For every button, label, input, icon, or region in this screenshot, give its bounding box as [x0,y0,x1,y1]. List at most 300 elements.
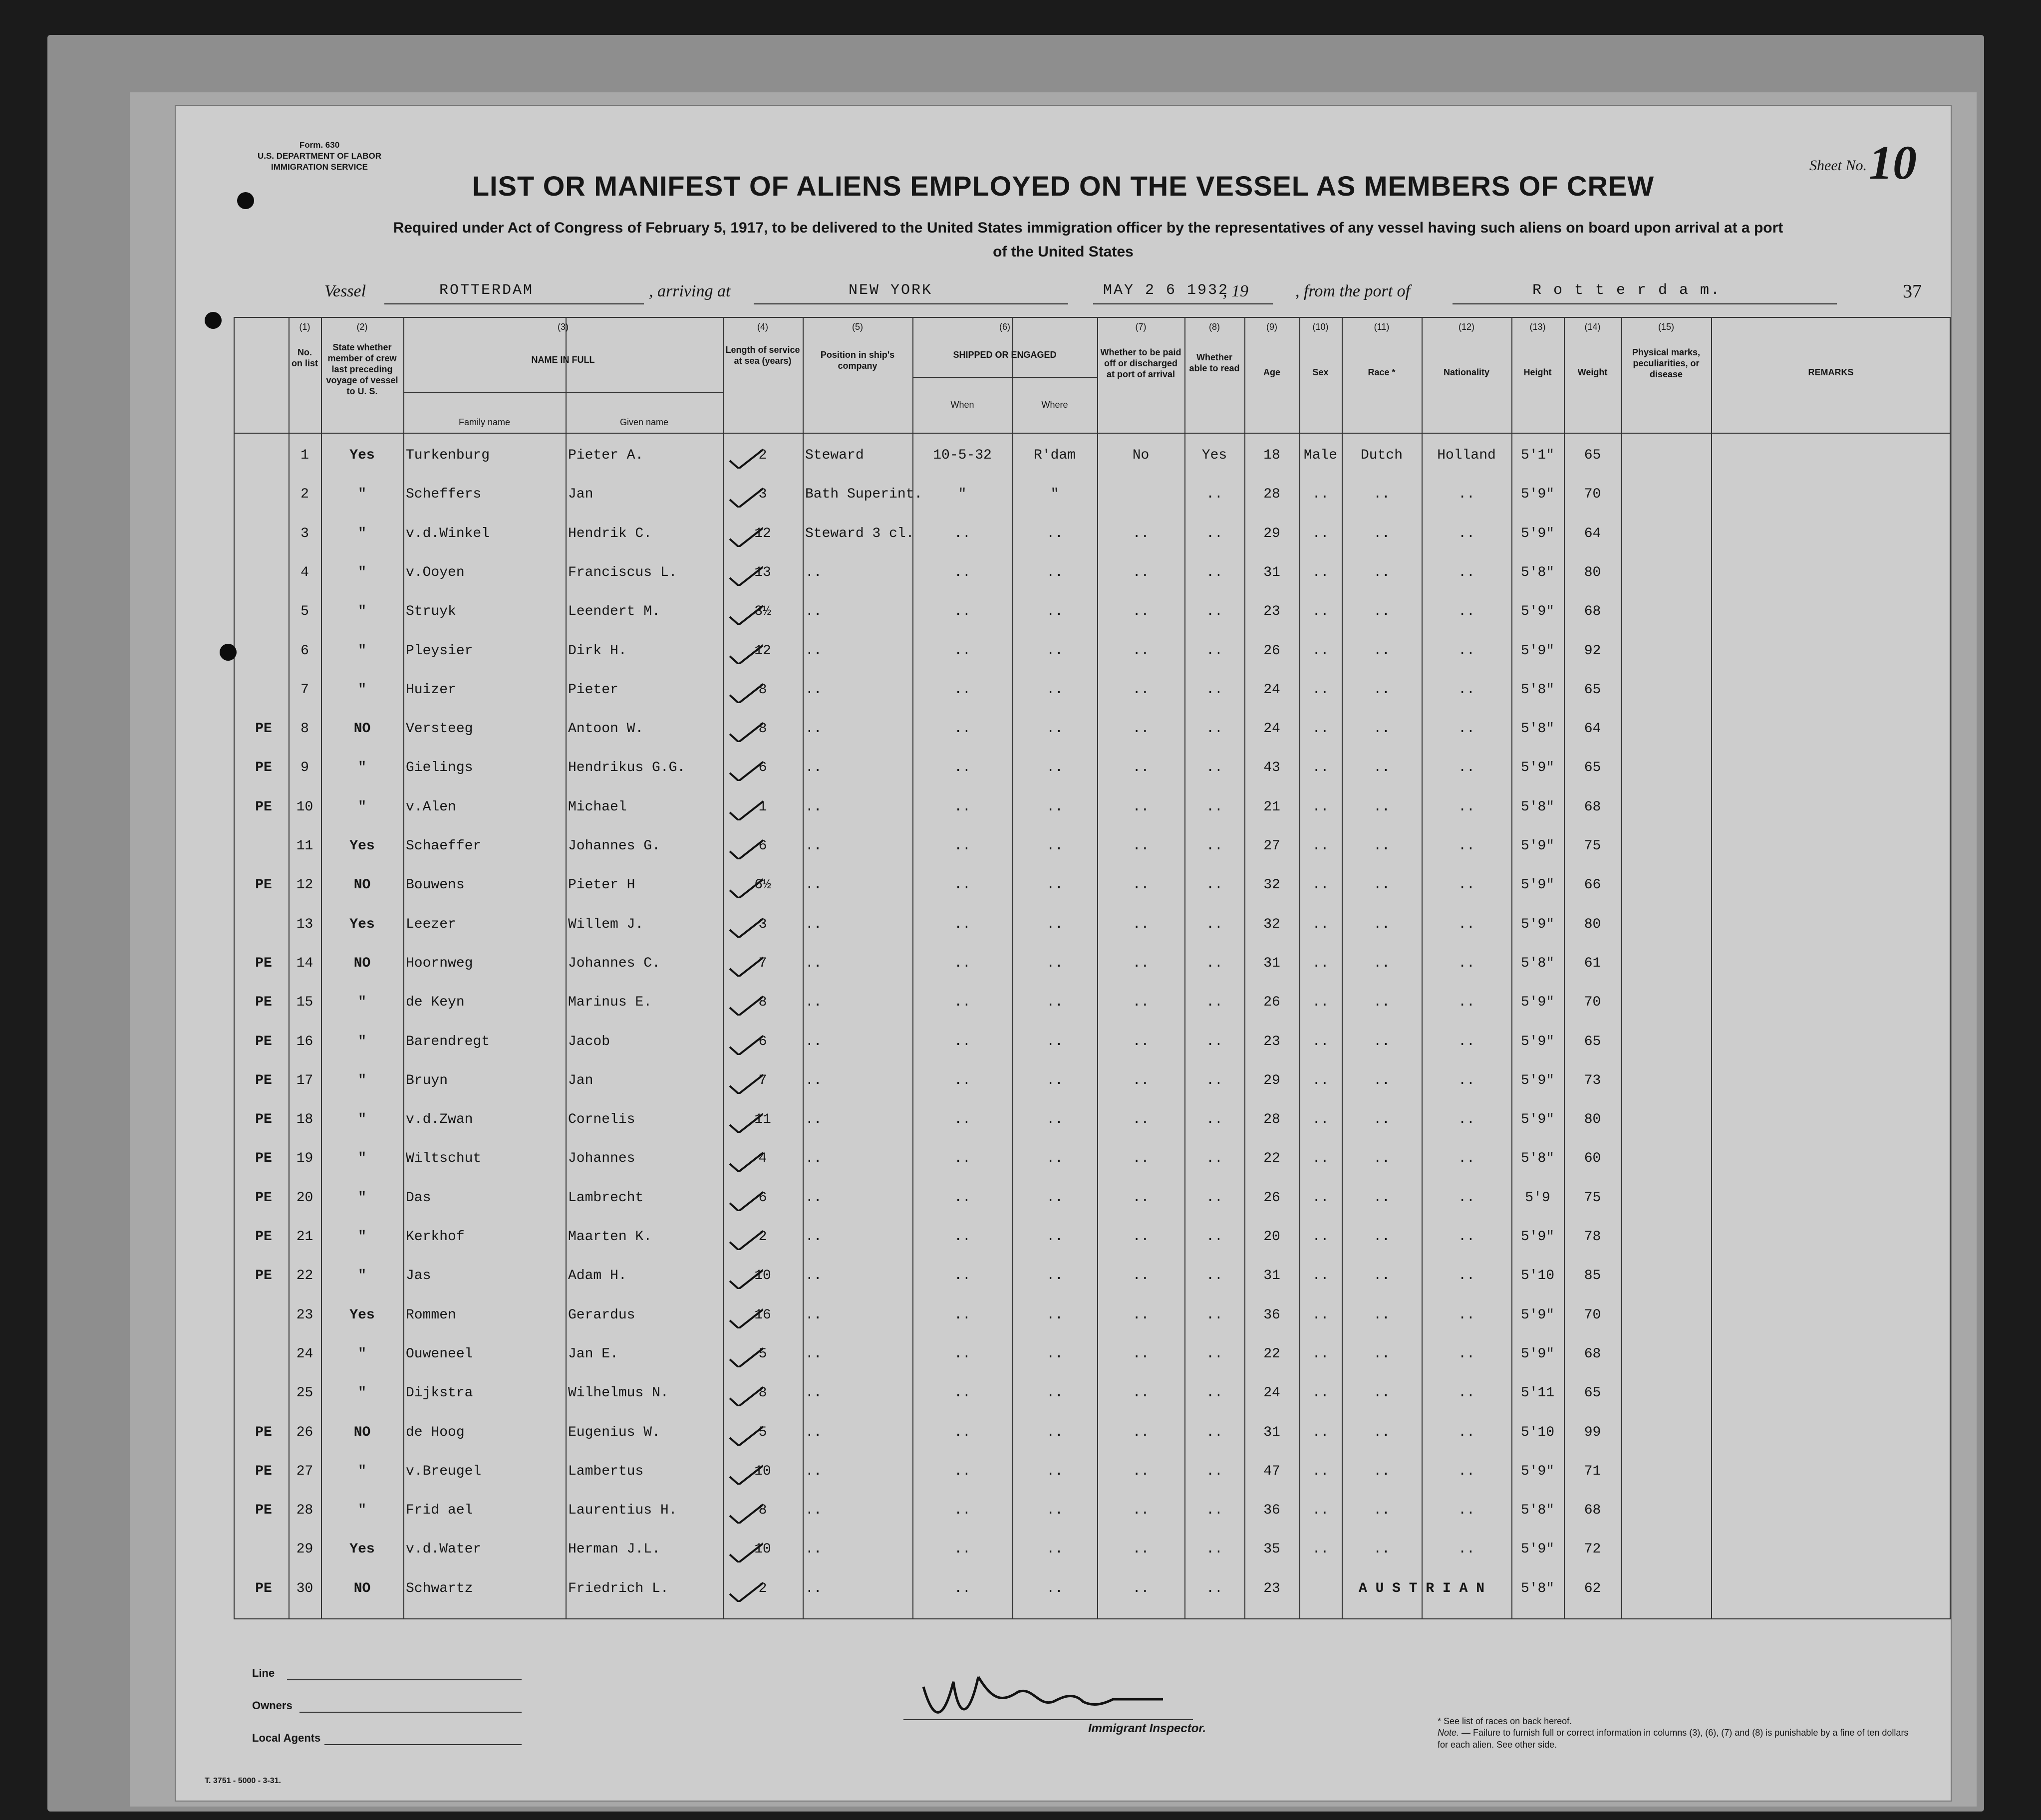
cell-nat: .. [1458,1463,1475,1479]
cell-sex: .. [1312,604,1329,620]
cell-given: Antoon W. [568,721,644,737]
cell-nat: .. [1458,1112,1475,1128]
cell-age: 22 [1263,1346,1280,1362]
cell-where: .. [1046,916,1063,932]
cell-years: 11 [754,1112,771,1128]
cell-age: 24 [1263,1385,1280,1401]
cell-family: Bouwens [406,877,465,893]
cell-no: 11 [296,838,313,854]
cell-where: .. [1046,1112,1063,1128]
table-row [234,1497,1951,1536]
cell-position: Steward 3 cl. [805,525,914,541]
cell-sex: .. [1312,916,1329,932]
cell-years: 3½ [754,604,771,620]
cell-race: .. [1373,760,1390,776]
cell-race: Dutch [1360,448,1403,463]
cell-paid: .. [1132,1346,1150,1362]
cell-no: 7 [300,682,309,698]
cell-given: Wilhelmus N. [568,1385,669,1401]
cell-race: .. [1373,877,1390,893]
cell-age: 29 [1263,1072,1280,1088]
table-row [234,793,1951,832]
cell-nat: .. [1458,487,1475,503]
cell-mark: PE [255,1034,272,1049]
check-mark-icon [728,1419,763,1446]
cell-where: R'dam [1033,448,1076,463]
cell-when: .. [954,1034,971,1049]
cell-paid: .. [1132,955,1150,971]
cell-age: 36 [1263,1307,1280,1323]
check-mark-icon [728,754,763,781]
cell-height: 5'1" [1520,448,1555,463]
cell-position: .. [805,1229,822,1245]
inspector-signature [913,1657,1173,1732]
cell-age: 20 [1263,1229,1280,1245]
table-row [234,1575,1951,1614]
cell-sex: .. [1312,1307,1329,1323]
cell-state: " [358,1190,366,1206]
cell-no: 27 [296,1463,313,1479]
table-row [234,754,1951,793]
department-name: U.S. DEPARTMENT OF LABOR [257,151,382,161]
cell-sex: .. [1312,1034,1329,1049]
col-no-heading: No. on list [292,347,318,368]
cell-state: " [358,1112,366,1128]
cell-weight: 85 [1584,1268,1601,1284]
cell-where: .. [1046,1424,1063,1440]
cell-state: NO [353,1580,371,1596]
cell-height: 5'8" [1520,955,1555,971]
cell-age: 23 [1263,604,1280,620]
cell-paid: .. [1132,643,1150,659]
cell-no: 17 [296,1072,313,1088]
cell-paid: .. [1132,1151,1150,1167]
table-row [234,1184,1951,1223]
cell-weight: 71 [1584,1463,1601,1479]
arrival-date: MAY 2 6 1932 [1103,282,1229,299]
cell-height: 5'11 [1520,1385,1555,1401]
cell-given: Lambertus [568,1463,644,1479]
cell-weight: 92 [1584,643,1601,659]
cell-height: 5'9" [1520,525,1555,541]
check-mark-icon [728,1223,763,1250]
cell-height: 5'8" [1520,1580,1555,1596]
cell-race: .. [1373,682,1390,698]
cell-where: .. [1046,1034,1063,1049]
cell-read: .. [1206,1268,1223,1284]
cell-height: 5'8" [1520,799,1555,815]
cell-age: 32 [1263,916,1280,932]
cell-weight: 64 [1584,721,1601,737]
cell-nat: .. [1458,1151,1475,1167]
cell-where: .. [1046,1580,1063,1596]
punch-hole [205,312,222,329]
cell-where: .. [1046,682,1063,698]
col-age-heading: Age [1263,367,1280,377]
crew-table [234,317,1951,1619]
cell-given: Hendrik C. [568,525,652,541]
cell-position: .. [805,1580,822,1596]
cell-position: .. [805,721,822,737]
cell-years: 6 [758,760,767,776]
col-race-heading: Race * [1368,367,1396,377]
cell-where: .. [1046,643,1063,659]
cell-age: 31 [1263,1268,1280,1284]
cell-mark: PE [255,1503,272,1519]
cell-read: .. [1206,682,1223,698]
cell-position: .. [805,1151,822,1167]
cell-paid: .. [1132,1307,1150,1323]
cell-no: 10 [296,799,313,815]
cell-weight: 70 [1584,995,1601,1011]
check-mark-icon [728,911,763,938]
cell-when: .. [954,1580,971,1596]
cell-sex: .. [1312,1463,1329,1479]
sheet-number-label: Sheet No. [1809,157,1867,174]
col-sex-heading: Sex [1312,367,1329,377]
cell-weight: 70 [1584,1307,1601,1323]
cell-nat: .. [1458,995,1475,1011]
cell-given: Gerardus [568,1307,635,1323]
cell-weight: 65 [1584,1034,1601,1049]
cell-where: .. [1046,1346,1063,1362]
check-mark-icon [728,1536,763,1562]
cell-no: 18 [296,1112,313,1128]
cell-years: 5 [758,1346,767,1362]
cell-family: Versteeg [406,721,473,737]
cell-mark: PE [255,1112,272,1128]
cell-race: .. [1373,604,1390,620]
table-row [234,911,1951,950]
table-row [234,559,1951,598]
cell-height: 5'9" [1520,1072,1555,1088]
check-mark-icon [728,950,763,977]
cell-read: .. [1206,643,1223,659]
cell-sex: .. [1312,682,1329,698]
cell-weight: 78 [1584,1229,1601,1245]
cell-family: v.d.Zwan [406,1112,473,1128]
cell-state: " [358,1034,366,1049]
cell-given: Jan [568,1072,593,1088]
col-when-heading: When [950,400,974,410]
cell-state: " [358,799,366,815]
local-agents-label: Local Agents [252,1732,321,1744]
colnum-6: (6) [999,322,1010,332]
cell-family: Leezer [406,916,456,932]
cell-when: .. [954,799,971,815]
cell-age: 26 [1263,995,1280,1011]
cell-height: 5'9" [1520,1034,1555,1049]
cell-paid: No [1132,448,1150,463]
cell-family: Ouweneel [406,1346,473,1362]
cell-age: 21 [1263,799,1280,815]
cell-weight: 80 [1584,564,1601,580]
cell-race: .. [1373,1346,1390,1362]
check-mark-icon [728,1301,763,1328]
cell-years: 13 [754,564,771,580]
cell-family: v.Breugel [406,1463,482,1479]
cell-when: .. [954,721,971,737]
cell-race: .. [1373,721,1390,737]
cell-when: .. [954,955,971,971]
cell-years: 5 [758,1424,767,1440]
cell-no: 15 [296,995,313,1011]
cell-position: .. [805,916,822,932]
cell-years: 7 [758,955,767,971]
check-mark-icon [728,676,763,703]
check-mark-icon [728,598,763,625]
cell-height: 5'9" [1520,1346,1555,1362]
cell-paid: .. [1132,1542,1150,1558]
cell-sex: .. [1312,564,1329,580]
cell-mark: PE [255,760,272,776]
cell-no: 1 [300,448,309,463]
cell-when: .. [954,1190,971,1206]
check-mark-icon [728,442,763,469]
col-height-heading: Height [1523,367,1552,377]
cell-read: .. [1206,1190,1223,1206]
table-row [234,1067,1951,1106]
cell-no: 25 [296,1385,313,1401]
table-row [234,598,1951,637]
cell-nat: .. [1458,1268,1475,1284]
col-family-heading: Family name [458,417,511,427]
table-row [234,442,1951,481]
cell-given: Adam H. [568,1268,627,1284]
cell-nat: .. [1458,760,1475,776]
cell-position: .. [805,838,822,854]
cell-family: Scheffers [406,487,482,503]
cell-no: 13 [296,916,313,932]
table-row [234,1340,1951,1379]
cell-given: Maarten K. [568,1229,652,1245]
table-row [234,715,1951,754]
cell-when: 10-5-32 [933,448,992,463]
table-row [234,1458,1951,1497]
check-mark-icon [728,1379,763,1406]
cell-when: .. [954,760,971,776]
cell-family: Barendregt [406,1034,490,1049]
cell-when: .. [954,1112,971,1128]
colnum-3: (3) [558,322,569,332]
cell-race: .. [1373,1385,1390,1401]
cell-paid: .. [1132,721,1150,737]
cell-sex: .. [1312,1424,1329,1440]
cell-given: Leendert M. [568,604,660,620]
cell-height: 5'9" [1520,1307,1555,1323]
cell-family: Gielings [406,760,473,776]
cell-mark: PE [255,1151,272,1167]
cell-height: 5'9" [1520,604,1555,620]
cell-read: .. [1206,721,1223,737]
cell-when: .. [954,916,971,932]
cell-weight: 75 [1584,838,1601,854]
cell-weight: 80 [1584,1112,1601,1128]
cell-read: .. [1206,1151,1223,1167]
cell-family: Rommen [406,1307,456,1323]
table-row [234,950,1951,989]
cell-read: .. [1206,877,1223,893]
cell-where: .. [1046,1503,1063,1519]
cell-race: .. [1373,1463,1390,1479]
cell-family: Bruyn [406,1072,448,1088]
cell-no: 26 [296,1424,313,1440]
cell-given: Pieter H [568,877,635,893]
check-mark-icon [728,989,763,1016]
cell-sex: .. [1312,1268,1329,1284]
from-port-label: , from the port of [1295,282,1411,300]
cell-where: .. [1046,564,1063,580]
colnum-14: (14) [1584,322,1601,332]
cell-height: 5'9 [1525,1190,1550,1206]
cell-mark: PE [255,799,272,815]
cell-no: 30 [296,1580,313,1596]
table-row [234,1223,1951,1262]
cell-paid: .. [1132,1463,1150,1479]
cell-given: Pieter A. [568,448,644,463]
cell-weight: 60 [1584,1151,1601,1167]
cell-where: .. [1046,955,1063,971]
cell-no: 29 [296,1542,313,1558]
punch-hole [237,192,254,209]
cell-sex: .. [1312,877,1329,893]
cell-no: 23 [296,1307,313,1323]
table-row [234,1301,1951,1340]
cell-sex: .. [1312,1346,1329,1362]
cell-position: .. [805,564,822,580]
cell-family: Dijkstra [406,1385,473,1401]
cell-years: 10 [754,1268,771,1284]
cell-when: .. [954,1307,971,1323]
cell-mark: PE [255,721,272,737]
cell-given: Hendrikus G.G. [568,760,686,776]
cell-nat: .. [1458,643,1475,659]
col-position-heading: Position in ship's company [820,350,895,371]
cell-state: Yes [349,1542,375,1558]
cell-age: 24 [1263,682,1280,698]
cell-nat: .. [1458,721,1475,737]
cell-given: Pieter [568,682,618,698]
cell-no: 16 [296,1034,313,1049]
cell-where: .. [1046,760,1063,776]
cell-when: .. [954,1385,971,1401]
cell-mark: PE [255,1268,272,1284]
cell-sex: .. [1312,995,1329,1011]
col-read-heading: Whether able to read [1189,352,1240,373]
cell-years: 12 [754,525,771,541]
cell-read: .. [1206,955,1223,971]
cell-mark: PE [255,1072,272,1088]
cell-given: Franciscus L. [568,564,677,580]
colnum-9: (9) [1266,322,1277,332]
cell-given: Johannes G. [568,838,660,854]
cell-no: 14 [296,955,313,971]
cell-when: .. [954,877,971,893]
cell-family: Kerkhof [406,1229,465,1245]
cell-weight: 62 [1584,1580,1601,1596]
cell-position: .. [805,1542,822,1558]
cell-position: Bath Superint. [805,487,923,503]
cell-mark: PE [255,877,272,893]
cell-where: .. [1046,1151,1063,1167]
cell-family: de Keyn [406,995,465,1011]
punch-hole [220,644,237,661]
cell-no: 4 [300,564,309,580]
check-mark-icon [728,793,763,820]
table-row [234,1028,1951,1067]
cell-position: .. [805,604,822,620]
cell-state: " [358,487,366,503]
cell-when: .. [954,1424,971,1440]
cell-paid: .. [1132,1385,1150,1401]
cell-years: 1 [758,799,767,815]
cell-race: .. [1373,799,1390,815]
cell-race: .. [1373,1268,1390,1284]
cell-nat: .. [1458,564,1475,580]
cell-no: 22 [296,1268,313,1284]
colnum-4: (4) [757,322,768,332]
subtitle-continued: of the United States [993,244,1134,260]
form-header [230,140,409,173]
cell-state: " [358,1503,366,1519]
cell-years: 16 [754,1307,771,1323]
cell-where: .. [1046,604,1063,620]
check-mark-icon [728,1575,763,1602]
cell-family: Schaeffer [406,838,482,854]
cell-paid: .. [1132,1580,1150,1596]
cell-nat: .. [1458,604,1475,620]
cell-read: .. [1206,1229,1223,1245]
cell-sex: .. [1312,760,1329,776]
cell-state: " [358,1463,366,1479]
col-remarks-heading: REMARKS [1808,367,1854,377]
cell-years: 3 [758,487,767,503]
cell-nat: .. [1458,1072,1475,1088]
cell-given: Jan E. [568,1346,618,1362]
cell-family: v.d.Water [406,1542,482,1558]
cell-mark: PE [255,1463,272,1479]
cell-nat: .. [1458,916,1475,932]
cell-sex: .. [1312,1072,1329,1088]
arriving-label: , arriving at [649,282,731,300]
cell-weight: 65 [1584,1385,1601,1401]
cell-years: 8 [758,995,767,1011]
cell-weight: 68 [1584,604,1601,620]
cell-race: .. [1373,1190,1390,1206]
cell-where: .. [1046,1072,1063,1088]
cell-nat: .. [1458,1190,1475,1206]
cell-race: A U S T R I A N [1358,1580,1485,1596]
cell-years: 6½ [754,877,771,893]
cell-family: v.d.Winkel [406,525,490,541]
cell-sex: .. [1312,1190,1329,1206]
cell-age: 26 [1263,1190,1280,1206]
cell-read: .. [1206,1542,1223,1558]
cell-paid: .. [1132,1190,1150,1206]
cell-where: .. [1046,1385,1063,1401]
cell-weight: 70 [1584,487,1601,503]
cell-when: .. [954,604,971,620]
cell-years: 8 [758,721,767,737]
cell-no: 19 [296,1151,313,1167]
cell-age: 28 [1263,1112,1280,1128]
cell-race: .. [1373,564,1390,580]
cell-where: .. [1046,1307,1063,1323]
cell-read: .. [1206,1307,1223,1323]
vessel-label: Vessel [324,282,366,300]
cell-position: .. [805,995,822,1011]
cell-position: .. [805,1190,822,1206]
